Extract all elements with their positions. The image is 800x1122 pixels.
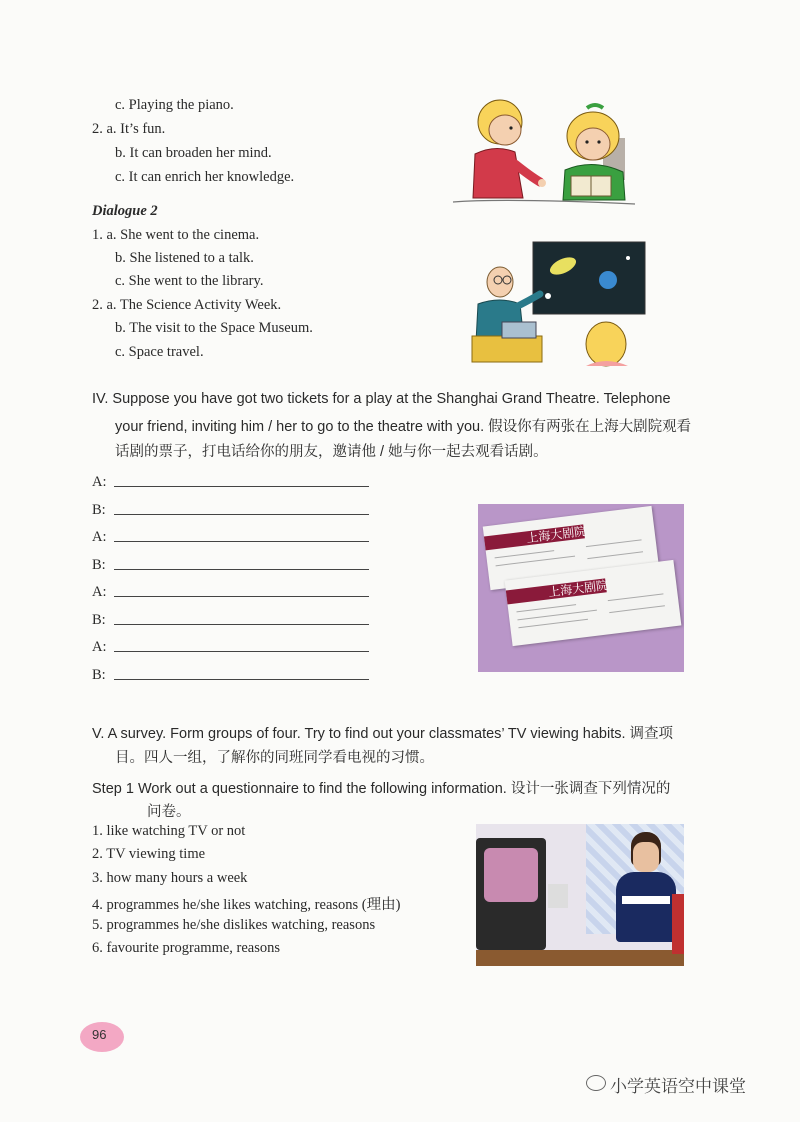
speaker-label: A: bbox=[92, 639, 107, 655]
questionnaire-item: 1. like watching TV or not bbox=[92, 823, 246, 839]
tv-set bbox=[476, 838, 546, 950]
d1-q2-option-b: b. It can broaden her mind. bbox=[115, 145, 272, 161]
ticket-title: 上海大剧院 bbox=[547, 578, 609, 600]
d1-q1-option-c: c. Playing the piano. bbox=[115, 97, 234, 113]
answer-line[interactable] bbox=[92, 529, 107, 546]
boy-jacket bbox=[616, 872, 676, 942]
dialogue-2-heading: Dialogue 2 bbox=[92, 203, 158, 219]
answer-line[interactable] bbox=[92, 474, 107, 491]
teacher-presentation-illustration bbox=[468, 238, 653, 368]
step1-instruction-line2: 问卷。 bbox=[147, 804, 191, 820]
d2-q2-option-c: c. Space travel. bbox=[115, 344, 204, 360]
wechat-icon bbox=[586, 1075, 606, 1091]
questionnaire-item: 2. TV viewing time bbox=[92, 846, 206, 862]
answer-line[interactable] bbox=[92, 557, 106, 574]
boy-watching-tv-photo bbox=[476, 824, 684, 966]
section-v-instruction-line1: V. A survey. Form groups of four. Try to find out your classmates’ TV viewing habits. 调查项 bbox=[92, 726, 674, 742]
page-number: 96 bbox=[92, 1027, 107, 1042]
questionnaire-item: 5. programmes he/she dislikes watching, reasons bbox=[92, 917, 376, 933]
d2-q1-option-a: 1. a. She went to the cinema. bbox=[92, 227, 260, 243]
section-iv-instruction-line3: 话剧的票子，打电话给你的朋友，邀请他 / 她与你一起去观看话剧。 bbox=[115, 444, 548, 460]
watermark-text: 小学英语空中课堂 bbox=[610, 1077, 746, 1096]
answer-line[interactable] bbox=[92, 639, 107, 656]
d1-q2-option-c: c. It can enrich her knowledge. bbox=[115, 169, 295, 185]
questionnaire-item: 3. how many hours a week bbox=[92, 870, 248, 886]
section-iv-instruction-line2: your friend, inviting him / her to go to the theatre with you. 假设你有两张在上海大剧院观看 bbox=[115, 419, 692, 435]
d2-q1-option-b: b. She listened to a talk. bbox=[115, 250, 254, 266]
d2-q2-option-b: b. The visit to the Space Museum. bbox=[115, 320, 313, 336]
section-iv-instruction-line1: IV. Suppose you have got two tickets for a play at the Shanghai Grand Theatre. Telephone bbox=[92, 391, 671, 407]
d1-q2-option-a: 2. a. It’s fun. bbox=[92, 121, 166, 137]
step1-instruction-line1: Step 1 Work out a questionnaire to find the following information. 设计一张调查下列情况的 bbox=[92, 781, 671, 797]
answer-line[interactable] bbox=[92, 502, 106, 519]
speaker-label: B: bbox=[92, 502, 106, 518]
section-v-instruction-line2: 目。四人一组，了解你的同班同学看电视的习惯。 bbox=[115, 750, 434, 766]
speaker-label: A: bbox=[92, 584, 107, 600]
children-reading-illustration bbox=[445, 92, 645, 212]
answer-line[interactable] bbox=[92, 612, 106, 629]
speaker-label: B: bbox=[92, 557, 106, 573]
theatre-tickets-photo bbox=[478, 504, 684, 672]
speaker-label: A: bbox=[92, 474, 107, 490]
answer-line[interactable] bbox=[92, 584, 107, 601]
answer-line[interactable] bbox=[92, 667, 106, 684]
speaker-label: B: bbox=[92, 612, 106, 628]
d2-q2-option-a: 2. a. The Science Activity Week. bbox=[92, 297, 282, 313]
speaker-label: B: bbox=[92, 667, 106, 683]
ticket-title: 上海大剧院 bbox=[525, 524, 587, 546]
questionnaire-item: 6. favourite programme, reasons bbox=[92, 940, 281, 956]
d2-q1-option-c: c. She went to the library. bbox=[115, 273, 264, 289]
speaker-label: A: bbox=[92, 529, 107, 545]
boy-face bbox=[633, 842, 659, 872]
questionnaire-item: 4. programmes he/she likes watching, reasons (理由) bbox=[92, 897, 401, 913]
